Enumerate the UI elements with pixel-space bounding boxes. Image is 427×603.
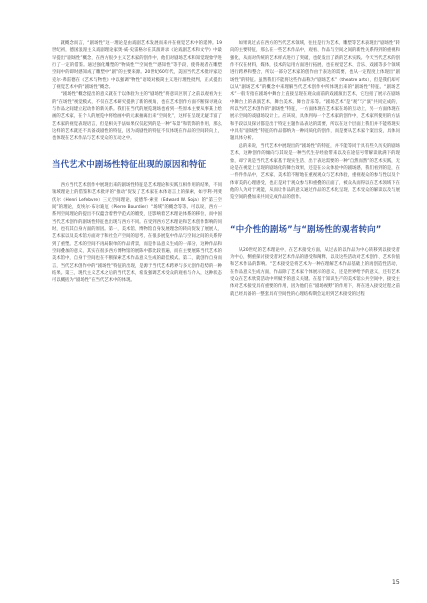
body-paragraph: 就概念而言，“剧场性”这一理论是由戏剧艺术发展而来并在视觉艺术中的延伸。19世纪初，德国浪漫主义戏剧理论家奥·威·史雷格尔在其演讲录《论戏剧艺术和文学》中最早提出“剧场性”概念，在西方很少主义艺术家的创作中，他们对剧场艺术和知觉现象学进行了一定的借鉴。通过强化雕塑的“物质性”“空间性”“感知性”等手段，使得观者在雕塑空间中的即时感知成了雕塑中“剧”的主要来源。20世纪60年代，美国当代艺术批评家迈克尔·弗雷德在《艺术与物性》中以强调“物性”语境对极简主义进行理性批判，正式提出了视觉艺术中的“剧场性”概念。 [52, 41, 222, 91]
right-column [230, 40, 400, 298]
body-paragraph: 总的来说，当代艺术中展现出的“剧场性”的特征，并不能等同于具有些久历史的剧场艺术，这种创作的倾向与其说是一种当代生存经验带来以及在途信号带解读欲满下的现象，却宁说是当代艺术家基于现实生活、出于表达需要的一种“自然而然”的艺术实践，无论是在视觉上呈现的剧场化的舞台效果，还是在公众体验中的剧场感，我们看到的是，在一件件作品中，艺术家、美术馆不断地在重视观众与艺术体验，重视观众的参与性以及个体审美的心理感受，也正是对于观众参与和重叠的正面了，被众从而得以在艺术领域下在他的人为对于观能，从而让作品的意义通过作品的艺术化呈现、艺术受众的解读以及与展览空间的叠加来共同完成作品的创作。 [230, 143, 400, 201]
body-paragraph: 从20世纪的艺术理论中，在艺术接受方面，从过去的以作品为中心转移到以接受者为中心，侧重探讨接受者对艺术作品的感受和阐释，以及这些活动对艺术创作、艺术价值和艺术作品的影响。“艺术接受是将艺术为一种在理解艺术作品基础上的再创造性活动，在作品意义生成方面，作品除了艺术家个体展示的意义，还是世界给予的意义，还有艺术受众在艺术欣赏活动中所赋予的意义关键。在基于知识生产的美术馆公共空间中，接受主体对艺术接受具有重要的作用，因为他们在“剧场视野”的作用下，将在进入接受过程之前就已经具备的一整套具有空间性的心理结构期会运用到艺术接受的过程 [230, 247, 400, 297]
body-paragraph: “剧场性”概念提出的意义就在于以体验为主的“剧场性”将意识区别了之前以观看为主的“在场性”视觉模式，不仅在艺术研究提供了新的视角，也在艺术创作方面不断探寻观众与作品之间建立起动作的新关系。我们在当代的展览现场也看到一些原本主要从事某上绘画的艺术家，在个人的展览中将绘画中的元素抽离出来“空间化”，这样在呈现无疑丰富了艺术家的视觉表现语言，但是相关手法如果仅仅起到的是一种“布景”和装饰的作用，那么这样的艺术就还不具备戏剧性的特征，因为戏剧性的特征不仅体现在作品的空间转向上，也体现在艺术作品与艺术受众的互动之中。 [52, 92, 222, 142]
left-column [52, 40, 222, 285]
body-paragraph: 西方当代艺术创作中展现出来的剧场性特征是艺术理论和实践互相作用的结果，不同领域理论上的借鉴和艺术批评的“推动”促发了艺术家在本体语言上的探索，如亨利·列斐伏尔（Henri Lefebvre）三元空间理论、爱德华·索亚（Edward W. Soja）的“第三空间”的理论，皮埃尔·布尔迪厄（Pierre Bourdier）“场域”的概念等等。可以说，西方一系列空间理论的提出不仅蕴含着哲学范式的嬗变，还影响着艺术理论体系的移位，而中国当代艺术创作的剧场性特征也出现与西方不同。在受到西方艺术理论和艺术创作影响的同时，也有其自身方面的原因。第一，美术馆、博物馆自身发展理念的转向促发了展展人、艺术家以及美术馆方面对于和社会产空间的思考，在很多展览中作品与空间之间的关系得到了重塑。艺术的空间不再局限单的作品背景，而是作品意义生成的一部分，这种作品和空间叠加的意义，其实在很多西方博物馆的展陈中都比较普遍，而在主要展陈当代艺术的美术馆中，自身于空间也在不断探索艺术作品意义生成的最佳模式。第二，就创作自身而言，当代艺术创作中的“剧场性”特征的出现，是源于当代艺术跨界与多元创作趋势的一种结果。第三，现代主义艺术之后的当代艺术，希发强调艺术受众的观看与介入，这种状态可以概括为“剧场性”在当代艺术中的体现。 [52, 182, 222, 284]
section-heading: “中介性的剧场”与“剧场性的观者转向” [230, 223, 382, 234]
body-paragraph: 如果说过去在西方的当代艺术领域，往往是行为艺术、雕塑等艺术表现出“剧场性”转向的主要特征，那么在一些艺术作品中，观看、作品与空间之间的新性关系得到的重视和强化，从而对传统的艺术样式进行了突破，也促发出了新的艺术实践。今天当代艺术的创作不仅在材料，媒体，技术的运用方面进行拓展，也在视觉艺术、音乐、戏剧等多个领域进行跨界和整合，所以一部分艺术家的创作由于表达的需要，也从一定程度上体现出“剧场性”的特征。虽然我们不能将这些作品称为“剧场艺术”（theatre arts），但是我们却可以从“剧场艺术”的概念中来理解当代艺术创作中所体现出来的“剧场性”特征。“剧场艺术”一般专指在剧场中舞台上直接呈现在观众面前的戏剧演出艺术，它包括了展示在剧场中舞台上的表演艺术，舞台美术，舞台音乐等。“剧场艺术”是“观”与“演”共同完成的，所以当代艺术创作的“剧场性”特征，一方面体现在艺术家在场的互动上，另一方面体现在展示空间的戏剧场设计上。应该说，具体到每一个艺术家的创作中，艺术家所使用的方法和手段以及探讨都是出于特定主题作品表达的需要，所以在这个层面上我们并不能将现实中具有“剧场性”特征的作品都纳为一种同质化的创作，而是要从艺术家个案出发，具体问题具体分析。 [230, 41, 400, 142]
section-heading: 当代艺术中剧场性特征出现的原因和特征 [52, 158, 207, 169]
page-number: 15 [392, 579, 400, 586]
